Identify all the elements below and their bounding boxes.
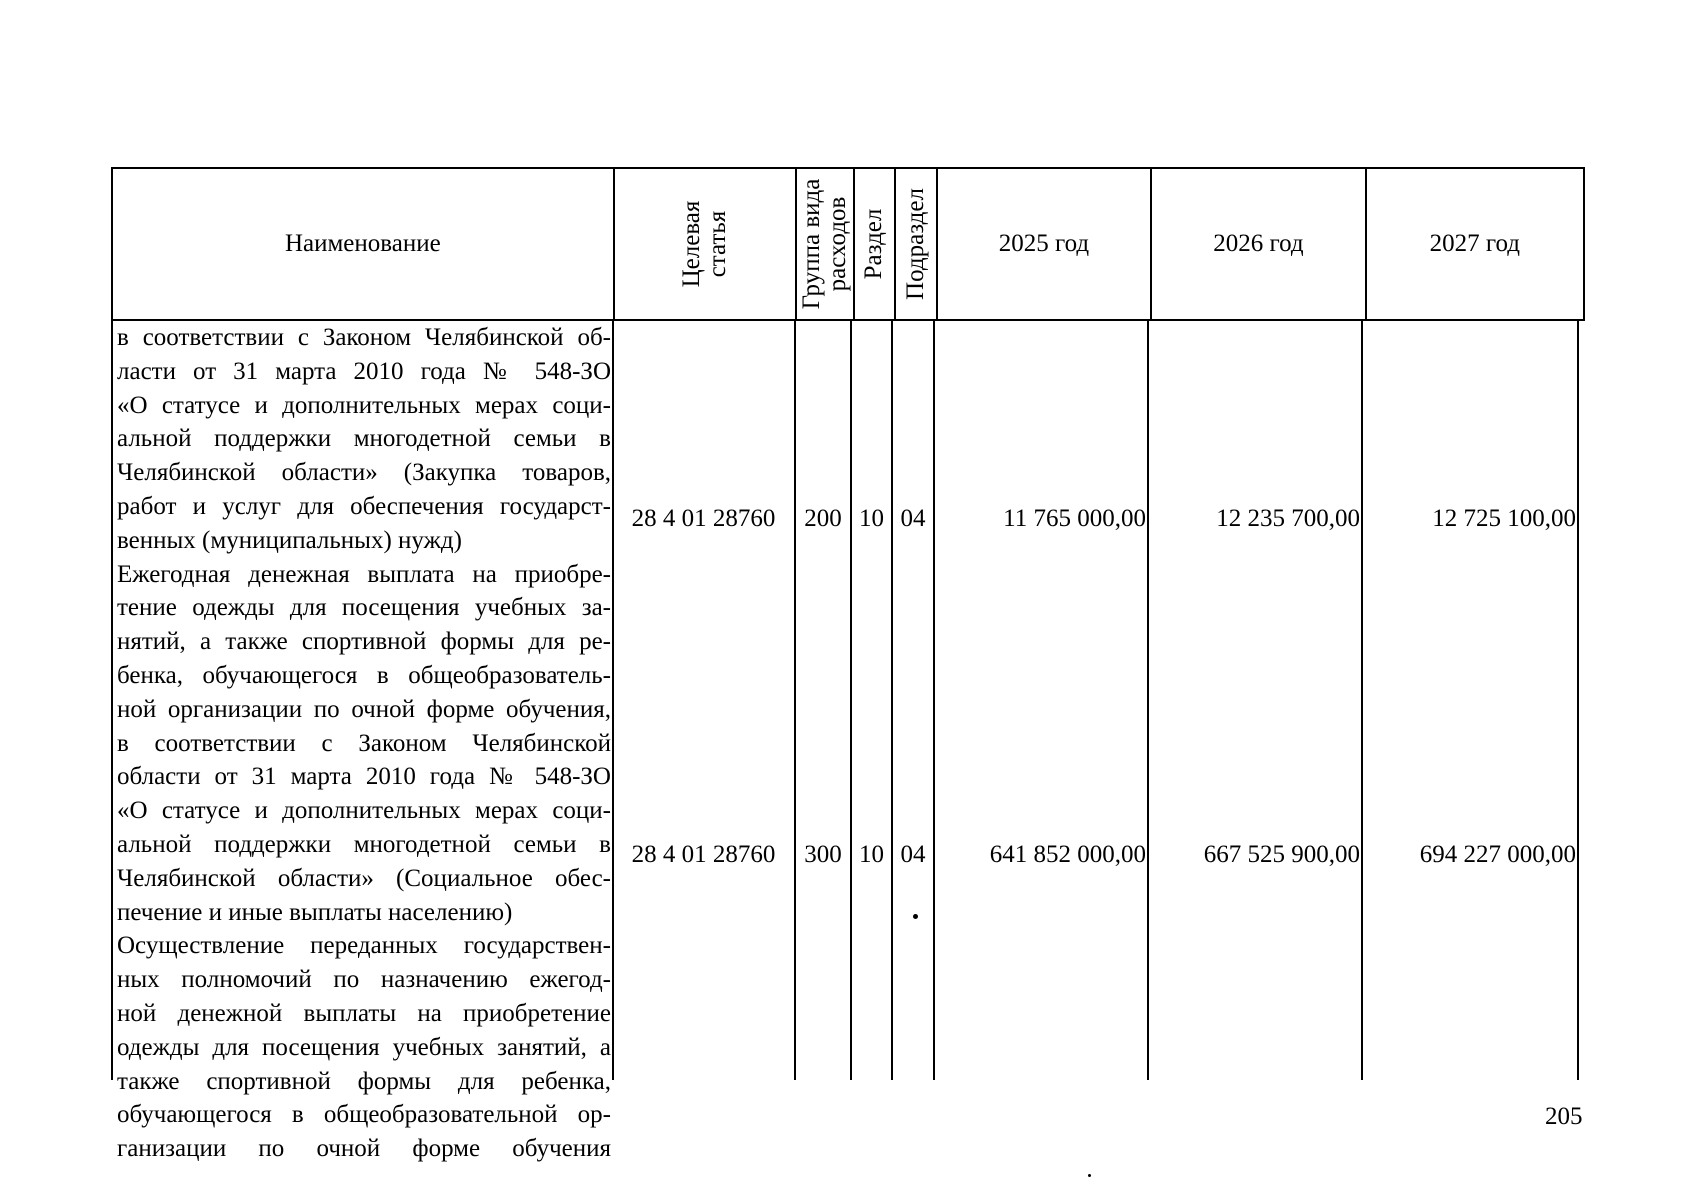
row2-year-2025: 641 852 000,00 [989,841,1146,868]
header-section [855,169,896,319]
description-line: Челябинской области» (Социальное обес- [117,864,611,892]
description-line: ганизации по очной форме обучения [117,1135,611,1163]
description-line: «О статусе и дополнительных мерах соци- [117,391,611,419]
description-line: также спортивной формы для ребенка, [117,1067,611,1095]
header-year-2025 [938,169,1152,319]
description-line: тение одежды для посещения учебных за- [117,594,611,622]
row2-target-article: 28 4 01 28760 [631,841,776,868]
scan-speck [913,914,918,919]
description-line: ласти от 31 марта 2010 года № 548-ЗО [117,357,611,385]
table-header [111,167,1585,321]
header-year-2027 [1367,169,1583,319]
row2-year-2027: 694 227 000,00 [1419,841,1576,868]
page-number: 205 [1545,1103,1583,1130]
description-line: работ и услуг для обеспечения государст- [117,492,611,520]
header-expense-group-label [799,179,852,310]
description-line: Осуществление переданных государствен- [117,932,611,960]
header-subsection-label: Подраздел [901,188,929,300]
description-line: печение и иные выплаты населению) [117,898,513,926]
column-divider [1577,321,1579,1080]
description-line: области от 31 марта 2010 года № 548-ЗО [117,763,611,791]
row2-year-2026: 667 525 900,00 [1203,841,1360,868]
row1-year-2027: 12 725 100,00 [1432,505,1576,532]
row2-expense-group: 300 [804,841,842,868]
description-line: «О статусе и дополнительных мерах соци- [117,797,611,825]
header-year-2026-label: 2026 год [1213,230,1304,257]
description-line: нятий, а также спортивной формы для ре- [117,628,611,656]
description-line: ной денежной выплаты на приобретение [117,999,611,1027]
header-year-2025-label: 2025 год [998,230,1090,257]
description-line: ных полномочий по назначению ежегод- [117,966,611,994]
column-divider [1361,321,1363,1080]
description-line: Челябинской области» (Закупка товаров, [117,459,611,487]
header-expense-group-line2: расходов [824,196,852,292]
description-line: в соответствии с Законом Челябинской об- [117,324,611,351]
description-line: Ежегодная денежная выплата на приобре- [117,560,611,588]
row1-subsection: 04 [900,505,926,532]
header-target-article-label [679,201,732,288]
description-line: альной поддержки многодетной семьи в [117,425,611,453]
header-target-article [615,169,798,319]
header-year-2026 [1152,169,1366,319]
header-section-label: Раздел [860,208,888,280]
row2-subsection: 04 [900,841,926,868]
description-line: бенка, обучающегося в общеобразователь- [117,661,611,689]
row1-year-2026: 12 235 700,00 [1216,505,1360,532]
header-subsection [896,169,938,319]
column-divider [612,321,614,1080]
header-name-label: Наименование [284,230,441,257]
description-line: венных (муниципальных) нужд) [117,526,462,554]
header-expense-group-line1: Группа вида [797,178,825,310]
row2-section: 10 [859,841,884,868]
description-line: обучающегося в общеобразовательной ор- [117,1101,611,1129]
scan-speck [1088,1174,1091,1177]
description-line: в соответствии с Законом Челябинской [117,729,611,757]
row1-section: 10 [859,505,884,532]
description-line: ной организации по очной форме обучения, [117,695,611,723]
column-divider [891,321,893,1080]
column-divider [111,321,113,1080]
row1-target-article: 28 4 01 28760 [631,505,776,532]
column-divider [850,321,852,1080]
column-divider [1147,321,1149,1080]
column-divider [933,321,935,1080]
description-line: одежды для посещения учебных занятий, а [117,1033,611,1061]
header-target-article-line1: Целевая [677,200,705,288]
header-name [113,169,615,319]
column-divider [794,321,796,1080]
description-line: альной поддержки многодетной семьи в [117,830,611,858]
row1-year-2025: 11 765 000,00 [1003,505,1146,532]
row-description-1 [117,321,611,1166]
header-target-article-line2: статья [703,210,731,278]
header-year-2027-label: 2027 год [1429,230,1520,257]
row1-expense-group: 200 [804,505,842,532]
header-expense-group [797,169,855,319]
